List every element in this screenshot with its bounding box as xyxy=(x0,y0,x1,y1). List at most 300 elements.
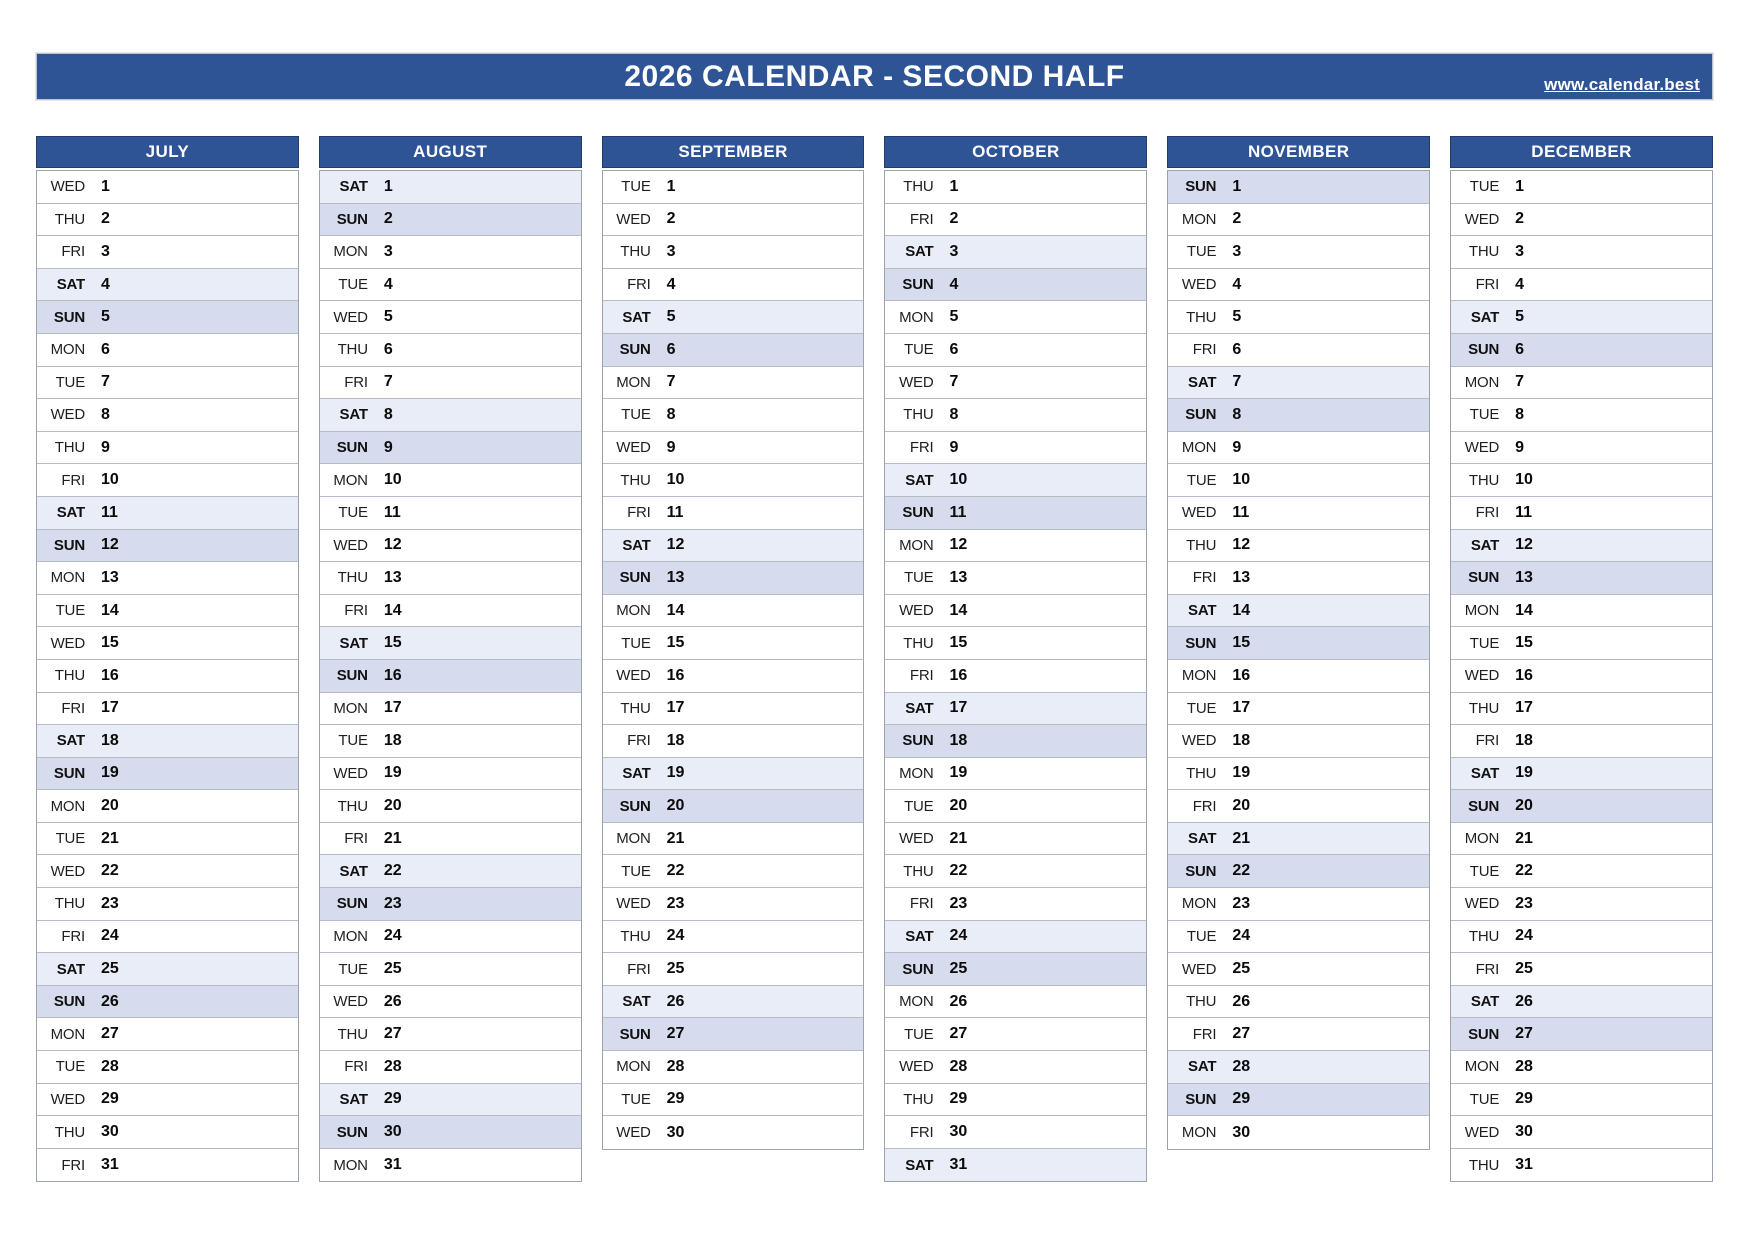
day-abbr: MON xyxy=(616,373,651,391)
day-number: 19 xyxy=(1232,764,1251,782)
day-row xyxy=(885,627,1146,660)
day-number: 10 xyxy=(383,471,402,489)
day-abbr: TUE xyxy=(55,830,85,848)
day-row xyxy=(1168,1084,1429,1117)
day-number: 11 xyxy=(1515,503,1533,521)
day-abbr: SUN xyxy=(619,341,651,359)
day-row xyxy=(1451,627,1712,660)
day-row xyxy=(1168,562,1429,595)
day-abbr: SAT xyxy=(339,406,368,424)
day-abbr: SAT xyxy=(1470,993,1500,1011)
day-number: 12 xyxy=(949,536,968,554)
day-abbr: WED xyxy=(1464,1123,1500,1141)
day-row xyxy=(603,986,864,1019)
day-row xyxy=(603,432,864,465)
day-number: 19 xyxy=(666,764,685,782)
day-number: 15 xyxy=(101,634,119,652)
day-abbr: SAT xyxy=(339,178,368,196)
day-abbr: TUE xyxy=(904,797,934,815)
day-row xyxy=(1451,367,1712,400)
day-number: 12 xyxy=(1232,536,1251,554)
page-header xyxy=(36,53,1713,100)
day-abbr: TUE xyxy=(1186,699,1217,717)
day-number: 7 xyxy=(666,373,676,391)
day-abbr: SAT xyxy=(1470,308,1500,326)
day-abbr: THU xyxy=(1468,927,1500,945)
day-row xyxy=(885,171,1146,204)
day-number: 2 xyxy=(1515,210,1525,228)
day-row xyxy=(1451,953,1712,986)
day-number: 19 xyxy=(1515,764,1533,782)
day-number: 31 xyxy=(949,1156,968,1174)
month-september xyxy=(602,136,865,1150)
day-abbr: TUE xyxy=(1186,927,1217,945)
day-abbr: FRI xyxy=(61,471,85,489)
day-number: 13 xyxy=(383,568,402,586)
day-abbr: MON xyxy=(616,602,651,620)
day-row xyxy=(885,888,1146,921)
day-abbr: WED xyxy=(899,373,934,391)
month-rows xyxy=(1450,170,1713,1182)
day-row xyxy=(37,432,298,465)
day-number: 19 xyxy=(949,764,968,782)
day-row xyxy=(603,888,864,921)
day-row xyxy=(885,399,1146,432)
day-abbr: SUN xyxy=(1185,1090,1217,1108)
month-header: DECEMBER xyxy=(1450,136,1713,168)
day-number: 6 xyxy=(1515,340,1525,358)
day-row xyxy=(1451,1149,1712,1182)
day-row xyxy=(37,171,298,204)
day-abbr: MON xyxy=(50,569,85,587)
day-abbr: SUN xyxy=(1468,797,1500,815)
day-abbr: SAT xyxy=(339,1090,368,1108)
day-abbr: TUE xyxy=(1469,1090,1500,1108)
month-december xyxy=(1450,136,1713,1182)
day-abbr: THU xyxy=(337,341,368,359)
day-number: 22 xyxy=(949,862,968,880)
day-number: 23 xyxy=(383,894,402,912)
day-abbr: FRI xyxy=(1475,732,1500,750)
day-row xyxy=(320,921,581,954)
day-number: 18 xyxy=(1232,731,1251,749)
day-row xyxy=(37,921,298,954)
day-abbr: WED xyxy=(1464,210,1500,228)
day-row xyxy=(1451,921,1712,954)
day-number: 19 xyxy=(101,764,119,782)
day-abbr: THU xyxy=(903,634,934,652)
day-number: 6 xyxy=(949,340,959,358)
day-number: 21 xyxy=(1515,829,1533,847)
day-row xyxy=(885,823,1146,856)
day-number: 8 xyxy=(666,405,676,423)
day-number: 13 xyxy=(949,568,968,586)
month-august xyxy=(319,136,582,1182)
day-row xyxy=(1451,1116,1712,1149)
day-abbr: MON xyxy=(616,830,651,848)
day-number: 23 xyxy=(666,894,685,912)
day-row xyxy=(320,464,581,497)
day-row xyxy=(1168,725,1429,758)
day-row xyxy=(1168,432,1429,465)
day-number: 23 xyxy=(101,894,119,912)
day-abbr: FRI xyxy=(627,732,651,750)
day-number: 30 xyxy=(383,1123,402,1141)
day-row xyxy=(885,530,1146,563)
day-row xyxy=(1168,1018,1429,1051)
day-number: 2 xyxy=(1232,210,1242,228)
day-abbr: THU xyxy=(1468,243,1500,261)
day-abbr: FRI xyxy=(909,895,934,913)
day-number: 3 xyxy=(383,242,393,260)
day-row xyxy=(603,562,864,595)
day-row xyxy=(885,1051,1146,1084)
day-abbr: FRI xyxy=(61,1156,85,1174)
day-number: 23 xyxy=(949,894,968,912)
day-number: 25 xyxy=(1515,960,1533,978)
day-number: 14 xyxy=(949,601,968,619)
day-abbr: WED xyxy=(899,1058,934,1076)
day-row xyxy=(320,562,581,595)
day-abbr: FRI xyxy=(627,276,651,294)
day-number: 8 xyxy=(383,405,393,423)
day-abbr: FRI xyxy=(344,602,368,620)
day-abbr: MON xyxy=(1464,830,1500,848)
day-number: 5 xyxy=(666,308,676,326)
day-row xyxy=(1451,301,1712,334)
day-number: 4 xyxy=(101,275,110,293)
day-row xyxy=(37,888,298,921)
day-number: 17 xyxy=(383,699,402,717)
day-abbr: WED xyxy=(616,895,651,913)
day-number: 22 xyxy=(666,862,685,880)
day-abbr: FRI xyxy=(61,699,85,717)
day-row xyxy=(603,530,864,563)
day-row xyxy=(320,693,581,726)
day-row xyxy=(885,986,1146,1019)
day-row xyxy=(1168,497,1429,530)
day-row xyxy=(1451,432,1712,465)
day-number: 29 xyxy=(1232,1090,1251,1108)
day-number: 12 xyxy=(101,536,119,554)
day-number: 5 xyxy=(949,308,959,326)
day-row xyxy=(885,204,1146,237)
day-abbr: WED xyxy=(1181,504,1217,522)
day-abbr: SUN xyxy=(902,276,934,294)
day-number: 12 xyxy=(1515,536,1533,554)
day-number: 16 xyxy=(666,666,685,684)
day-abbr: FRI xyxy=(344,1058,368,1076)
day-abbr: WED xyxy=(1181,960,1217,978)
day-number: 11 xyxy=(101,503,118,521)
day-row xyxy=(320,301,581,334)
day-row xyxy=(37,790,298,823)
website-link[interactable]: www.calendar.best xyxy=(1544,75,1700,94)
day-row xyxy=(885,1084,1146,1117)
day-abbr: WED xyxy=(1464,439,1500,457)
day-row xyxy=(37,301,298,334)
day-row xyxy=(1451,497,1712,530)
day-number: 27 xyxy=(666,1025,685,1043)
day-row xyxy=(320,627,581,660)
day-abbr: THU xyxy=(620,699,651,717)
day-row xyxy=(1168,790,1429,823)
day-abbr: TUE xyxy=(338,732,368,750)
day-number: 16 xyxy=(1232,666,1251,684)
day-row xyxy=(320,432,581,465)
day-number: 3 xyxy=(1232,242,1242,260)
day-abbr: THU xyxy=(1468,1156,1500,1174)
day-abbr: FRI xyxy=(627,504,651,522)
day-number: 14 xyxy=(1232,601,1251,619)
day-number: 13 xyxy=(1515,568,1533,586)
day-number: 9 xyxy=(383,438,393,456)
day-abbr: THU xyxy=(903,1090,934,1108)
day-row xyxy=(1168,464,1429,497)
day-number: 18 xyxy=(949,731,968,749)
day-number: 10 xyxy=(1232,471,1251,489)
day-row xyxy=(37,367,298,400)
day-number: 2 xyxy=(666,210,676,228)
day-number: 20 xyxy=(101,797,119,815)
day-number: 16 xyxy=(101,666,119,684)
day-abbr: THU xyxy=(1186,308,1217,326)
day-abbr: FRI xyxy=(1192,1025,1217,1043)
day-row xyxy=(1451,236,1712,269)
day-abbr: SUN xyxy=(53,993,85,1011)
day-abbr: SAT xyxy=(1188,1058,1217,1076)
day-row xyxy=(320,1116,581,1149)
day-row xyxy=(37,627,298,660)
day-abbr: MON xyxy=(333,243,368,261)
day-number: 24 xyxy=(949,927,968,945)
day-number: 20 xyxy=(949,797,968,815)
day-abbr: FRI xyxy=(1475,504,1500,522)
day-row xyxy=(37,953,298,986)
day-number: 15 xyxy=(383,634,402,652)
day-row xyxy=(1451,562,1712,595)
day-number: 14 xyxy=(1515,601,1533,619)
day-row xyxy=(603,1116,864,1149)
day-abbr: FRI xyxy=(61,243,85,261)
day-row xyxy=(885,660,1146,693)
day-abbr: WED xyxy=(1464,667,1500,685)
day-number: 23 xyxy=(1232,894,1251,912)
day-number: 14 xyxy=(666,601,685,619)
day-abbr: SUN xyxy=(1468,341,1500,359)
day-number: 18 xyxy=(383,731,402,749)
day-row xyxy=(1451,660,1712,693)
day-abbr: SUN xyxy=(619,569,651,587)
day-number: 6 xyxy=(1232,340,1242,358)
day-number: 2 xyxy=(101,210,110,228)
day-number: 21 xyxy=(101,829,119,847)
day-row xyxy=(320,758,581,791)
day-abbr: MON xyxy=(1464,1058,1500,1076)
day-row xyxy=(603,921,864,954)
day-abbr: TUE xyxy=(904,1025,934,1043)
day-abbr: MON xyxy=(333,1156,368,1174)
day-abbr: SAT xyxy=(622,993,651,1011)
day-row xyxy=(1168,530,1429,563)
month-rows xyxy=(602,170,865,1150)
day-row xyxy=(320,660,581,693)
day-row xyxy=(320,497,581,530)
day-row xyxy=(1451,823,1712,856)
day-row xyxy=(1168,921,1429,954)
day-number: 28 xyxy=(383,1057,402,1075)
day-row xyxy=(1451,204,1712,237)
day-number: 8 xyxy=(101,405,110,423)
day-row xyxy=(1168,953,1429,986)
day-abbr: THU xyxy=(1468,699,1500,717)
day-abbr: SUN xyxy=(336,895,368,913)
day-number: 30 xyxy=(666,1123,685,1141)
day-number: 5 xyxy=(383,308,393,326)
day-abbr: TUE xyxy=(1186,471,1217,489)
day-abbr: SUN xyxy=(902,504,934,522)
day-row xyxy=(37,497,298,530)
day-row xyxy=(885,236,1146,269)
day-abbr: TUE xyxy=(904,569,934,587)
day-number: 27 xyxy=(101,1025,119,1043)
day-row xyxy=(885,432,1146,465)
day-number: 9 xyxy=(666,438,676,456)
day-abbr: SAT xyxy=(56,960,85,978)
day-row xyxy=(1168,986,1429,1019)
day-abbr: SUN xyxy=(1185,178,1217,196)
day-abbr: SAT xyxy=(339,634,368,652)
day-row xyxy=(603,171,864,204)
day-row xyxy=(1168,301,1429,334)
day-abbr: SAT xyxy=(905,927,934,945)
day-abbr: THU xyxy=(620,471,651,489)
day-row xyxy=(1451,725,1712,758)
day-abbr: SAT xyxy=(622,764,651,782)
day-abbr: THU xyxy=(337,1025,368,1043)
day-abbr: THU xyxy=(337,569,368,587)
day-row xyxy=(1168,236,1429,269)
day-abbr: FRI xyxy=(1475,960,1500,978)
month-header: OCTOBER xyxy=(884,136,1147,168)
day-row xyxy=(1168,1051,1429,1084)
day-number: 6 xyxy=(101,340,110,358)
day-abbr: MON xyxy=(899,308,934,326)
day-row xyxy=(320,888,581,921)
day-row xyxy=(1451,790,1712,823)
day-abbr: THU xyxy=(1468,471,1500,489)
day-number: 27 xyxy=(1232,1025,1251,1043)
day-row xyxy=(37,693,298,726)
day-number: 7 xyxy=(1232,373,1242,391)
day-abbr: FRI xyxy=(909,210,934,228)
day-number: 20 xyxy=(666,797,685,815)
day-number: 27 xyxy=(1515,1025,1533,1043)
day-row xyxy=(603,1051,864,1084)
day-abbr: SAT xyxy=(622,308,651,326)
day-abbr: WED xyxy=(333,993,368,1011)
day-row xyxy=(320,334,581,367)
day-abbr: MON xyxy=(50,341,85,359)
day-row xyxy=(1451,693,1712,726)
day-abbr: WED xyxy=(333,308,368,326)
day-row xyxy=(885,595,1146,628)
day-abbr: WED xyxy=(616,210,651,228)
day-row xyxy=(37,562,298,595)
day-abbr: WED xyxy=(1464,895,1500,913)
day-abbr: THU xyxy=(620,927,651,945)
day-row xyxy=(885,301,1146,334)
day-abbr: FRI xyxy=(1475,276,1500,294)
day-abbr: WED xyxy=(333,764,368,782)
day-row xyxy=(1168,693,1429,726)
day-row xyxy=(320,855,581,888)
day-abbr: FRI xyxy=(61,927,85,945)
day-number: 6 xyxy=(666,340,676,358)
day-number: 26 xyxy=(949,992,968,1010)
day-abbr: SAT xyxy=(56,504,85,522)
day-abbr: SAT xyxy=(1470,536,1500,554)
day-row xyxy=(320,269,581,302)
day-number: 1 xyxy=(1515,177,1525,195)
day-number: 31 xyxy=(383,1156,402,1174)
day-number: 26 xyxy=(101,992,119,1010)
day-number: 7 xyxy=(949,373,959,391)
day-row xyxy=(320,790,581,823)
day-number: 21 xyxy=(666,829,685,847)
day-row xyxy=(885,367,1146,400)
day-number: 9 xyxy=(1232,438,1242,456)
day-row xyxy=(885,464,1146,497)
day-number: 1 xyxy=(949,177,959,195)
day-number: 30 xyxy=(1515,1123,1533,1141)
day-row xyxy=(37,236,298,269)
day-row xyxy=(885,855,1146,888)
day-row xyxy=(603,1018,864,1051)
day-row xyxy=(603,464,864,497)
page-title: 2026 CALENDAR - SECOND HALF xyxy=(624,59,1125,93)
day-number: 1 xyxy=(383,177,393,195)
day-number: 15 xyxy=(1232,634,1251,652)
day-row xyxy=(37,269,298,302)
day-abbr: MON xyxy=(50,797,85,815)
day-abbr: MON xyxy=(1181,1124,1217,1142)
day-row xyxy=(885,725,1146,758)
day-row xyxy=(1451,888,1712,921)
month-rows xyxy=(319,170,582,1182)
day-row xyxy=(1451,334,1712,367)
day-number: 17 xyxy=(1515,699,1533,717)
day-number: 28 xyxy=(101,1057,119,1075)
day-number: 14 xyxy=(101,601,119,619)
day-number: 17 xyxy=(101,699,119,717)
day-number: 20 xyxy=(1515,797,1533,815)
day-number: 25 xyxy=(101,960,119,978)
day-row xyxy=(37,530,298,563)
day-abbr: TUE xyxy=(1469,406,1500,424)
day-row xyxy=(1451,530,1712,563)
day-number: 21 xyxy=(1232,829,1251,847)
month-november xyxy=(1167,136,1430,1150)
day-abbr: SUN xyxy=(336,667,368,685)
day-number: 7 xyxy=(1515,373,1525,391)
day-number: 21 xyxy=(949,829,968,847)
day-abbr: WED xyxy=(50,862,85,880)
day-number: 3 xyxy=(949,242,959,260)
day-abbr: SAT xyxy=(905,243,934,261)
day-abbr: FRI xyxy=(909,1123,934,1141)
day-number: 4 xyxy=(383,275,393,293)
